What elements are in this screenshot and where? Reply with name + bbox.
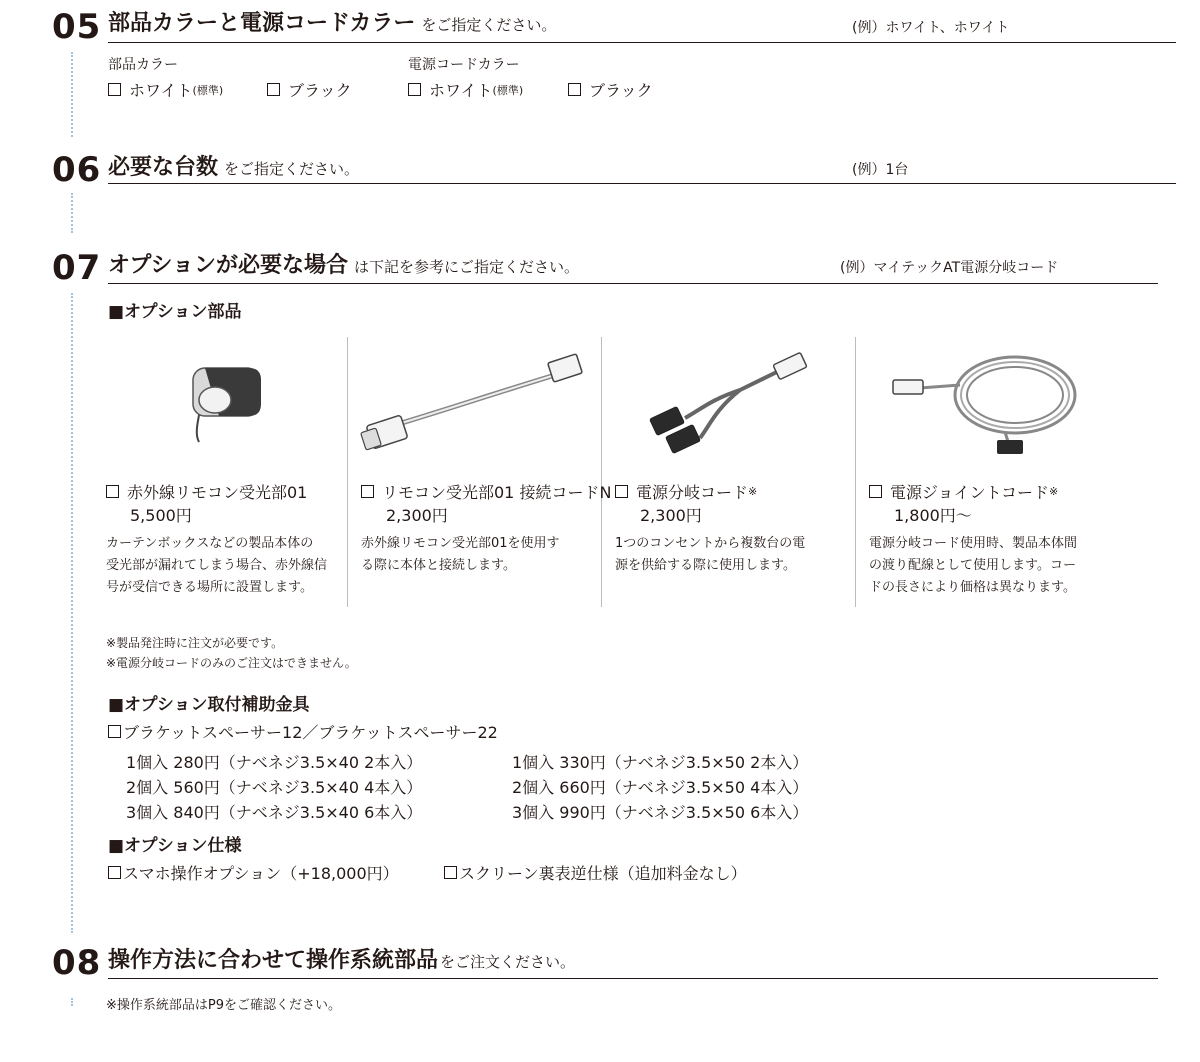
option-label: ホワイト xyxy=(429,81,493,100)
checkbox[interactable] xyxy=(361,485,374,498)
checkbox[interactable] xyxy=(444,866,457,879)
description-line: の渡り配線として使用します。コー xyxy=(869,558,1076,573)
checkbox[interactable] xyxy=(408,83,421,96)
cord-color-label: 電源コードカラー xyxy=(408,57,520,73)
option-parts-heading: ■オプション部品 xyxy=(108,302,242,322)
section-example-07: (例）マイテックAT電源分岐コード xyxy=(840,260,1059,276)
standard-note: (標準) xyxy=(492,83,524,97)
bracket-price-line: 3個入 990円（ナベネジ3.5×50 6本入） xyxy=(512,803,809,822)
product-price: 2,300円 xyxy=(640,506,702,525)
description-line: ドの長さにより価格は異なります。 xyxy=(869,580,1076,595)
description-line: 1つのコンセントから複数台の電 xyxy=(615,536,806,551)
section-title-text: 部品カラーと電源コードカラー xyxy=(108,11,416,36)
section-example-06: (例）1台 xyxy=(852,162,909,178)
bracket-price-line: 1個入 330円（ナベネジ3.5×50 2本入） xyxy=(512,753,809,772)
product-name: 電源ジョイントコード xyxy=(890,483,1050,502)
description-line: 受光部が漏れてしまう場合、赤外線信 xyxy=(106,558,328,573)
section-divider-06 xyxy=(108,183,1176,184)
section-title-06 xyxy=(108,157,359,179)
cord-color-black-option[interactable] xyxy=(568,78,653,101)
bracket-price-line: 3個入 840円（ナベネジ3.5×40 6本入） xyxy=(126,803,423,822)
section-title-07 xyxy=(108,255,579,277)
product-name: リモコン受光部01 接続コードN xyxy=(382,483,612,502)
control-parts-note: ※操作系統部品はP9をご確認ください。 xyxy=(106,998,342,1013)
part-color-white-option[interactable] xyxy=(108,78,223,101)
option-label: ブラック xyxy=(288,81,352,100)
brackets-heading: ■オプション取付補助金具 xyxy=(108,695,310,715)
section-number-07: 07 xyxy=(52,248,102,288)
product-power-split-cord[interactable] xyxy=(615,480,757,503)
section-subtitle: をご指定ください。 xyxy=(224,160,360,178)
power-split-cord-image xyxy=(640,350,820,460)
section-subtitle: をご注文ください。 xyxy=(440,953,576,971)
standard-note: (標準) xyxy=(192,83,224,97)
asterisk-mark: ※ xyxy=(748,485,758,498)
receiver-cord-image xyxy=(355,350,595,460)
option-label: ブラック xyxy=(589,81,653,100)
product-separator xyxy=(347,337,348,607)
section-example-05: (例）ホワイト、ホワイト xyxy=(852,20,1010,36)
order-note: ※電源分岐コードのみのご注文はできません。 xyxy=(106,656,357,670)
section-title-text: オプションが必要な場合 xyxy=(108,253,349,278)
section-divider-05 xyxy=(108,42,1176,43)
product-receiver-cord[interactable] xyxy=(361,480,611,503)
option-label: スマホ操作オプション（+18,000円） xyxy=(123,864,399,883)
checkbox[interactable] xyxy=(869,485,882,498)
product-description xyxy=(361,533,560,577)
ir-receiver-image xyxy=(175,350,285,450)
bracket-price-line: 1個入 280円（ナベネジ3.5×40 2本入） xyxy=(126,753,423,772)
checkbox[interactable] xyxy=(615,485,628,498)
product-separator xyxy=(601,337,602,607)
brackets-option[interactable] xyxy=(108,720,498,743)
bracket-price-line: 2個入 560円（ナベネジ3.5×40 4本入） xyxy=(126,778,423,797)
section-subtitle: をご指定ください。 xyxy=(421,16,557,34)
option-label: スクリーン裏表逆仕様（追加料金なし） xyxy=(459,864,747,883)
option-label: ブラケットスペーサー12／ブラケットスペーサー22 xyxy=(123,723,498,742)
product-description xyxy=(869,533,1077,599)
option-spec-heading: ■オプション仕様 xyxy=(108,836,242,856)
dotted-guide-06 xyxy=(71,193,73,233)
checkbox[interactable] xyxy=(267,83,280,96)
power-joint-cord-image xyxy=(885,340,1085,460)
checkbox[interactable] xyxy=(106,485,119,498)
product-price: 5,500円 xyxy=(130,506,192,525)
product-description xyxy=(615,533,805,577)
description-line: 源を供給する際に使用します。 xyxy=(615,558,796,573)
description-line: 電源分岐コード使用時、製品本体間 xyxy=(869,536,1078,551)
product-price: 2,300円 xyxy=(386,506,448,525)
checkbox[interactable] xyxy=(108,866,121,879)
bracket-price-line: 2個入 660円（ナベネジ3.5×50 4本入） xyxy=(512,778,809,797)
order-note: ※製品発注時に注文が必要です。 xyxy=(106,636,284,650)
part-color-black-option[interactable] xyxy=(267,78,352,101)
section-number-06: 06 xyxy=(52,150,102,190)
section-title-text: 必要な台数 xyxy=(108,155,219,180)
product-price: 1,800円～ xyxy=(894,506,972,525)
option-label: ホワイト xyxy=(129,81,193,100)
smartphone-option[interactable] xyxy=(108,861,399,884)
product-power-joint-cord[interactable] xyxy=(869,480,1058,503)
section-divider-07 xyxy=(108,283,1158,284)
description-line: る際に本体と接続します。 xyxy=(361,558,516,573)
product-separator xyxy=(855,337,856,607)
section-title-08 xyxy=(108,950,575,972)
checkbox[interactable] xyxy=(108,83,121,96)
product-description xyxy=(106,533,327,599)
product-name: 赤外線リモコン受光部01 xyxy=(127,483,308,502)
checkbox[interactable] xyxy=(568,83,581,96)
description-line: 号が受信できる場所に設置します。 xyxy=(106,580,313,595)
section-subtitle: は下記を参考にご指定ください。 xyxy=(354,258,580,276)
reverse-screen-option[interactable] xyxy=(444,861,747,884)
dotted-guide-08 xyxy=(71,998,73,1006)
section-divider-08 xyxy=(108,978,1158,979)
product-ir-receiver[interactable] xyxy=(106,480,307,503)
section-number-05: 05 xyxy=(52,7,102,47)
dotted-guide-07 xyxy=(71,293,73,933)
asterisk-mark: ※ xyxy=(1049,485,1059,498)
checkbox[interactable] xyxy=(108,725,121,738)
cord-color-white-option[interactable] xyxy=(408,78,523,101)
part-color-label: 部品カラー xyxy=(108,57,178,73)
description-line: カーテンボックスなどの製品本体の xyxy=(106,536,314,551)
dotted-guide-05 xyxy=(71,52,73,137)
product-name: 電源分岐コード xyxy=(636,483,749,502)
section-title-text: 操作方法に合わせて操作系統部品 xyxy=(108,948,439,973)
description-line: 赤外線リモコン受光部01を使用す xyxy=(361,536,560,551)
section-title-05 xyxy=(108,13,556,35)
section-number-08: 08 xyxy=(52,943,102,983)
